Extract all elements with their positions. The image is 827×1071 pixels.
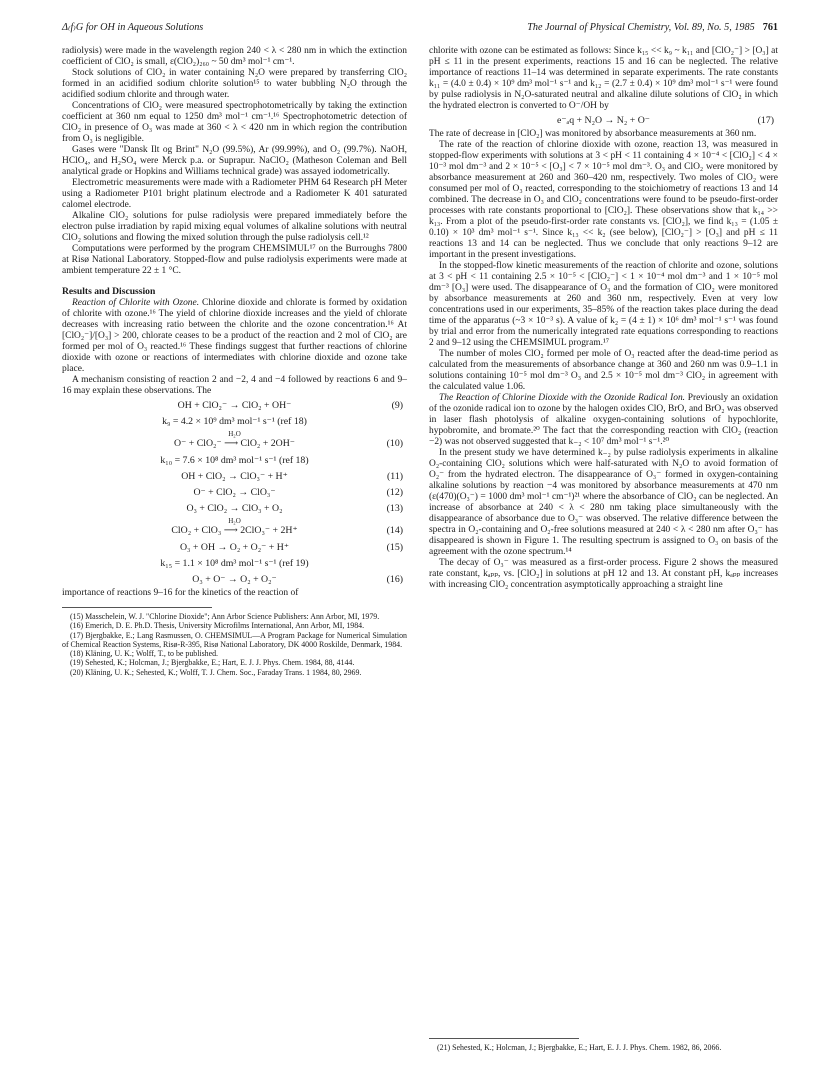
- running-title: Δ₍f₎G for OH in Aqueous Solutions: [62, 22, 204, 33]
- footnote: (17) Bjergbakke, E.; Lang Rasmussen, O. CHEMSIMUL—A Program Package for Numerical Simulation of Chemical Reaction Systems, Risø-R-395, Risø National Laboratory, DK 4000 Roskilde, Denmark, 1984.: [62, 630, 407, 649]
- equation-16: O₃ + O⁻ → O₂ + O₂⁻ (16): [192, 574, 403, 585]
- paragraph: A mechanism consisting of reaction 2 and −2, 4 and −4 followed by reactions 6 and 9–16 may explain these observations. The: [62, 375, 407, 396]
- right-column: [429, 46, 778, 591]
- equation-15: O₃ + OH → O₂ + O₂⁻ + H⁺ (15): [179, 542, 403, 553]
- paragraph: The decay of O₃⁻ was measured as a first-order process. Figure 2 shows the measured rate constant, kₐₚₚ, vs. [ClO₂] in solutions at pH 12 and 13. At constant pH, kₐₚₚ increases with increasing ClO₂ concentration asymptotically approaching a straight line: [429, 558, 778, 590]
- equation-9: OH + ClO₂⁻ → ClO₂ + OH⁻ (9): [177, 400, 403, 411]
- equation-10: H₂O O⁻ + ClO₂⁻ ⟶ ClO₂ + 2OH⁻ (10): [174, 430, 403, 449]
- paragraph: importance of reactions 9–16 for the kinetics of the reaction of: [62, 588, 299, 598]
- paragraph: In the stopped-flow kinetic measurements of the reaction of chlorite and ozone, solutions at 3 < pH < 11 containing 2.5 × 10⁻⁵ < [ClO₂⁻] < 1 × 10⁻⁴ mol dm⁻³ and 1 × 10⁻⁵ mol dm⁻³ [O₃] were used. The disappearance of O₃ and the formation of ClO₂ were monitored by absorbance measurements at 260 and 360 nm, respectively. Even at very low concentrations used in our experiments, 35–85% of the reaction takes place during the dead time of the apparatus (~3 × 10⁻³ s). A value of k₂ = (4 ± 1) × 10⁶ dm³ mol⁻¹ s⁻¹ was found by trial and error from the numerically integrated rate equations corresponding to reactions 2 and 9–12 using the CHEMSIMUL program.¹⁷: [429, 261, 778, 348]
- paragraph: Concentrations of ClO₂ were measured spectrophotometrically by taking the extinction coefficient at 360 nm equal to 1250 dm³ mol⁻¹ cm⁻¹.¹⁶ Spectrophotometric detection of ClO₂ in presence of O₃ was made at 360 < λ < 420 nm in which region the contribution from O₃ is negligible.: [62, 101, 407, 144]
- rate-constant-k9: k₉ = 4.2 × 10⁹ dm³ mol⁻¹ s⁻¹ (ref 18): [162, 416, 307, 427]
- left-column: [62, 46, 407, 677]
- footnotes-left: [62, 612, 407, 677]
- footnote: (19) Sehested, K.; Holcman, J.; Bjergbakke, E.; Hart, E. J. J. Phys. Chem. 1984, 88, 4144.: [70, 658, 355, 668]
- paragraph: Electrometric measurements were made with a Radiometer PHM 64 Research pH Meter using a Radiometer P101 bright platinum electrode and a Radiometer K 401 saturated calomel electrode.: [62, 178, 407, 210]
- paragraph: The rate of decrease in [ClO₂] was monitored by absorbance measurements at 360 nm.: [429, 129, 757, 139]
- paragraph: The number of moles ClO₂ formed per mole of O₃ reacted after the dead-time period as calculated from the measurements of absorbance change at 360 and 260 nm was 0.9–1.1 in solutions containing 10⁻⁵ mol dm⁻³ O₃ and 2.5 × 10⁻⁵ mol dm⁻³ ClO₂ in agreement with the calculated value 1.06.: [429, 349, 778, 392]
- footnote: (16) Emerich, D. E. Ph.D. Thesis, University Microfilms International, Ann Arbor, MI, 1984.: [70, 621, 365, 631]
- paragraph: Stock solutions of ClO₂ in water containing N₂O were prepared by transferring ClO₂ formed in an acidified sodium chlorite solution¹⁵ to water bubbling N₂O through the acidified sodium chlorite and through water.: [62, 68, 407, 100]
- footnotes-right: [429, 1038, 778, 1052]
- rate-constant-k15: k₁₅ = 1.1 × 10⁸ dm³ mol⁻¹ s⁻¹ (ref 19): [160, 558, 309, 569]
- footnote: (15) Masschelein, W. J. "Chlorine Dioxide"; Ann Arbor Science Publishers: Ann Arbor, MI, 1979.: [70, 612, 380, 621]
- paragraph: The Reaction of Chlorine Dioxide with the Ozonide Radical Ion. Previously an oxidation of the ozonide radical ion to ozone by the halogen oxides ClO, BrO, and BrO₂ was observed in laser flash photolysis of alkaline oxygen-containing solutions of hypochlorite, hypobromite, and bromate.²⁰ The fact that the corresponding reaction with ClO₂ (reaction −2) was not observed suggested that k₋₂ < 10⁷ dm³ mol⁻¹ s⁻¹.²⁰: [429, 393, 778, 447]
- equation-11: OH + ClO₂ → ClO₃⁻ + H⁺ (11): [181, 471, 403, 482]
- paragraph: In the present study we have determined k₋₂ by pulse radiolysis experiments in alkaline O₂-containing ClO₂ solutions which were half-saturated with N₂O to avoid formation of O₂⁻ from the hydrated electron. The disappearance of O₃⁻ formed in oxygen-containing alkaline solutions by reaction −4 was monitored by absorbance measurements at 470 nm (ε(470)(O₃⁻) = 1000 dm³ mol⁻¹ cm⁻¹)²¹ where the absorbance of ClO₂ can be neglected. An increase of absorbance at 240 < λ < 280 nm taking place simultaneously with the disappearance of absorbance due to O₃⁻ was observed. The relative difference between the spectra in O₂-containing and O₂-free solutions measured at 240 < λ < 280 nm after O₃⁻ has disappeared is shown in Figure 1. The resulting spectrum is assigned to O₃ on basis of the agreement with the ozone spectrum.¹⁴: [429, 448, 778, 557]
- footnote-rule: [62, 607, 212, 608]
- equation-12: O⁻ + ClO₂ → ClO₃⁻ (12): [193, 487, 403, 498]
- footnote: (18) Kläning, U. K.; Wolff, T., to be published.: [70, 649, 219, 659]
- footnote: (21) Sehested, K.; Holcman, J.; Bjergbakke, E.; Hart, E. J. J. Phys. Chem. 1982, 86, 2066.: [437, 1043, 722, 1052]
- page-header: [62, 22, 778, 38]
- journal-citation: The Journal of Physical Chemistry, Vol. 89, No. 5, 1985 761: [527, 22, 778, 33]
- paragraph: Computations were performed by the program CHEMSIMUL¹⁷ on the Burroughs 7800 at Risø National Laboratory. Stopped-flow and pulse radiolysis experiments were made at ambient temperature 22 ± 1 °C.: [62, 244, 407, 276]
- rate-constant-k10: k₁₀ = 7.6 × 10⁸ dm³ mol⁻¹ s⁻¹ (ref 18): [160, 455, 309, 466]
- paragraph: Alkaline ClO₂ solutions for pulse radiolysis were prepared immediately before the electron pulse irradiation by rapid mixing equal volumes of alkaline solutions with neutral ClO₂ solutions and flowing the mixed solution through the pulse radiolysis cell.¹²: [62, 211, 407, 243]
- paragraph: radiolysis) were made in the wavelength region 240 < λ < 280 nm in which the extinction coefficient of ClO₂ is small, ε(ClO₂)₂₆₀ ~ 50 dm³ mol⁻¹ cm⁻¹.: [62, 46, 407, 67]
- equation-13: O₃ + ClO₂ → ClO₃ + O₂ (13): [186, 503, 403, 514]
- section-title: Results and Discussion: [62, 286, 156, 297]
- runin-heading: Reaction of Chlorite with Ozone.: [72, 298, 200, 308]
- runin-heading: The Reaction of Chlorine Dioxide with the Ozonide Radical Ion.: [439, 393, 686, 403]
- equation-17: e⁻ₐq + N₂O → N₂ + O⁻ (17): [557, 115, 774, 126]
- footnote: (20) Kläning, U. K.; Sehested, K.; Wolff, T. J. Chem. Soc., Faraday Trans. 1 1984, 80, 2969.: [70, 667, 362, 677]
- equation-14: H₂O ClO₂ + ClO₃ ⟶ 2ClO₃⁻ + 2H⁺ (14): [171, 517, 403, 536]
- paragraph: The rate of the reaction of chlorine dioxide with ozone, reaction 13, was measured in stopped-flow experiments with solutions at 3 < pH < 11 containing 4 × 10⁻⁴ < [ClO₂] < 4 × 10⁻³ mol dm⁻³ and 2 × 10⁻⁵ < [O₃] < 7 × 10⁻⁵ mol dm⁻³. O₃ and ClO₂ were monitored by absorbance measurement at 260 and 360–420 nm, respectively. Two moles of ClO₂ were consumed per mol of O₃ reacted, corresponding to the stoichiometry of reactions 13 and 14 combined. The decrease in O₃ and ClO₂ concentrations were found to be pseudo-first-order processes with rate constants proportional to [ClO₂]. These observations show that k₁₄ >> k₁₃. From a plot of the pseudo-first-order rate constants vs. [ClO₂], we find k₁₃ = (1.05 ± 0.10) × 10³ dm³ mol⁻¹ s⁻¹. Since k₁₃ << k₂ (see below), [ClO₂⁻] > [O₃] and pH ≤ 11 reactions 13 and 14 can be neglected. Thus we conclude that only reactions 9–12 are important in the present investigations.: [429, 140, 778, 260]
- paragraph: Reaction of Chlorite with Ozone. Chlorine dioxide and chlorate is formed by oxidation of chlorite with ozone.¹⁶ The yield of chlorine dioxide increases and the yield of chlorate decreases with increasing ratio between the chlorite and the ozone concentration.¹⁶ At [ClO₂⁻]/[O₃] > 200, chlorate ceases to be a product of the reaction and 2 mol of ClO₂ are formed per mol of O₃ reacted.¹⁶ These findings suggest that further reactions of chlorine dioxide with ozone or reactions of intermediates with chlorine dioxide and ozone take place.: [62, 298, 407, 374]
- paragraph: chlorite with ozone can be estimated as follows: Since k₁₅ << k₉ ~ k₁₁ and [ClO₂⁻] > [O₃] at pH ≤ 11 in the present experiments, reactions 15 and 16 can be neglected. The relative importance of reactions 11–14 was determined in separate experiments. The rate constants k₁₁ = (4.0 ± 0.4) × 10⁹ dm³ mol⁻¹ s⁻¹ and k₁₂ = (2.7 ± 0.4) × 10⁹ dm³ mol⁻¹ s⁻¹ were found by pulse radiolysis in N₂O-saturated neutral and alkaline dilute solutions of ClO₂ in which the hydrated electron is converted to O⁻/OH by: [429, 46, 778, 111]
- footnote-rule: [429, 1038, 579, 1039]
- page-number: 761: [762, 22, 778, 33]
- paragraph: Gases were "Dansk Ilt og Brint" N₂O (99.5%), Ar (99.99%), and O₂ (99.7%). NaOH, HClO₄, and H₂SO₄ were Merck p.a. or Suprapur. NaClO₂ (Matheson Coleman and Bell analytical grade or Hopkins and Williams technical grade) was assayed iodometrically.: [62, 145, 407, 177]
